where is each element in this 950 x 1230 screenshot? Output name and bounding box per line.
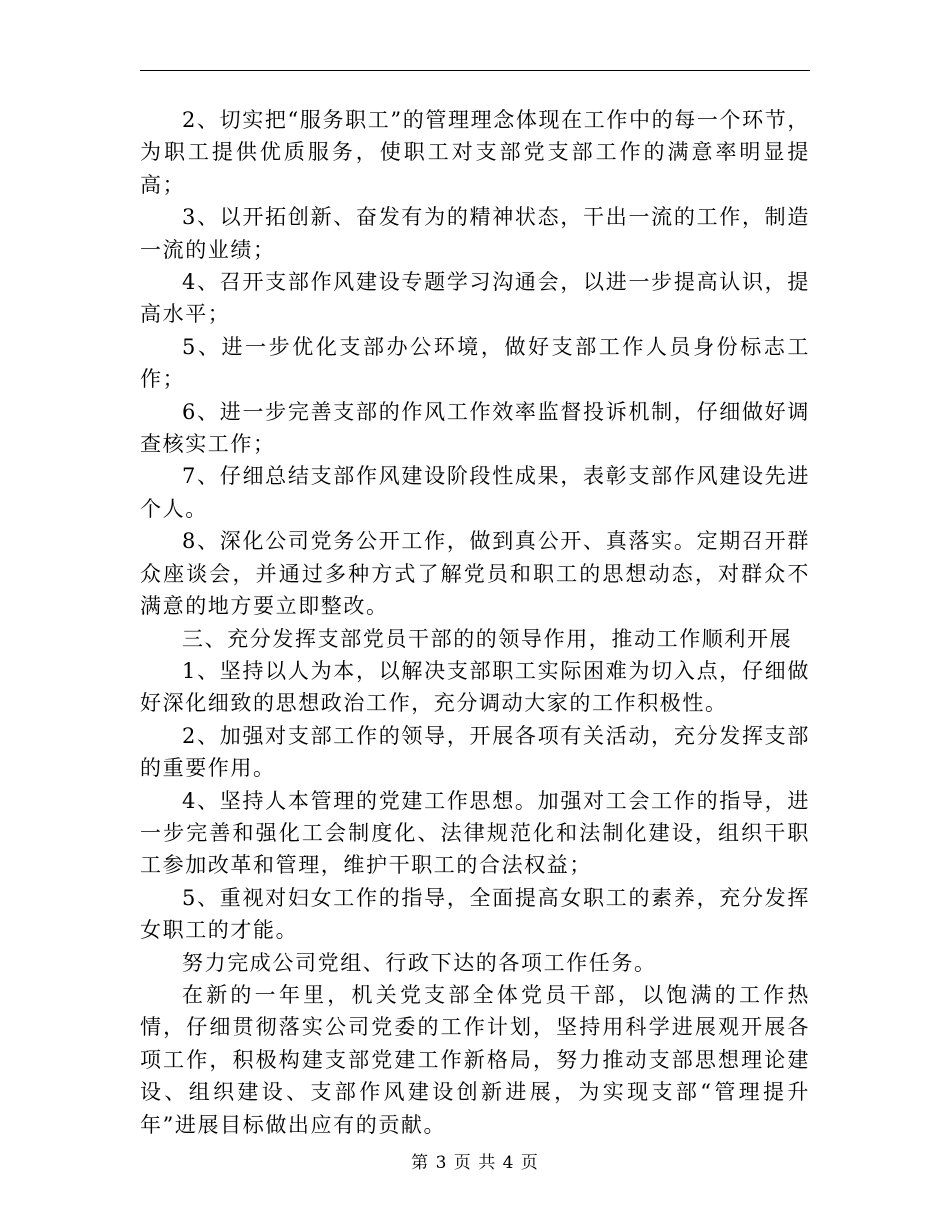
section-heading: 三、充分发挥支部党员干部的的领导作用，推动工作顺利开展 xyxy=(182,626,793,651)
header-rule xyxy=(140,70,810,71)
paragraph: 在新的一年里，机关党支部全体党员干部，以饱满的工作热情，仔细贯彻落实公司党委的工作计划，坚持用科学进展观开展各项工作，积极构建支部党建工作新格局，努力推动支部思想理论建设、组织建设、支部作风建设创新进展，为实现支部“管理提升年”进展目标做出应有的贡献。 xyxy=(140,982,810,1137)
paragraph: 7、仔细总结支部作风建设阶段性成果，表彰支部作风建设先进个人。 xyxy=(140,464,810,521)
paragraph: 8、深化公司党务公开工作，做到真公开、真落实。定期召开群众座谈会，并通过多种方式了解党员和职工的思想动态，对群众不满意的地方要立即整改。 xyxy=(140,529,810,619)
paragraph: 2、加强对支部工作的领导，开展各项有关活动，充分发挥支部的重要作用。 xyxy=(140,723,810,781)
paragraph: 3、以开拓创新、奋发有为的精神状态，干出一流的工作，制造一流的业绩； xyxy=(140,205,810,262)
paragraph: 努力完成公司党组、行政下达的各项工作任务。 xyxy=(182,950,657,975)
paragraph: 4、坚持人本管理的党建工作思想。加强对工会工作的指导，进一步完善和强化工会制度化、法律规范化和法制化建设，组织干职工参加改革和管理，维护干职工的合法权益； xyxy=(140,788,810,878)
paragraph: 5、进一步优化支部办公环境，做好支部工作人员身份标志工作； xyxy=(140,334,810,392)
paragraph: 6、进一步完善支部的作风工作效率监督投诉机制，仔细做好调查核实工作； xyxy=(140,399,810,457)
paragraph: 2、切实把“服务职工”的管理理念体现在工作中的每一个环节，为职工提供优质服务，使职工对支部党支部工作的满意率明显提高； xyxy=(140,108,810,197)
paragraph: 5、重视对妇女工作的指导，全面提高女职工的素养，充分发挥女职工的才能。 xyxy=(140,885,810,943)
paragraph: 4、召开支部作风建设专题学习沟通会，以进一步提高认识，提高水平； xyxy=(140,270,810,327)
page-number: 第 3 页 共 4 页 xyxy=(411,1153,539,1173)
paragraph: 1、坚持以人为本，以解决支部职工实际困难为切入点，仔细做好深化细致的思想政治工作，充分调动大家的工作积极性。 xyxy=(140,658,810,716)
document-body xyxy=(140,104,810,1141)
